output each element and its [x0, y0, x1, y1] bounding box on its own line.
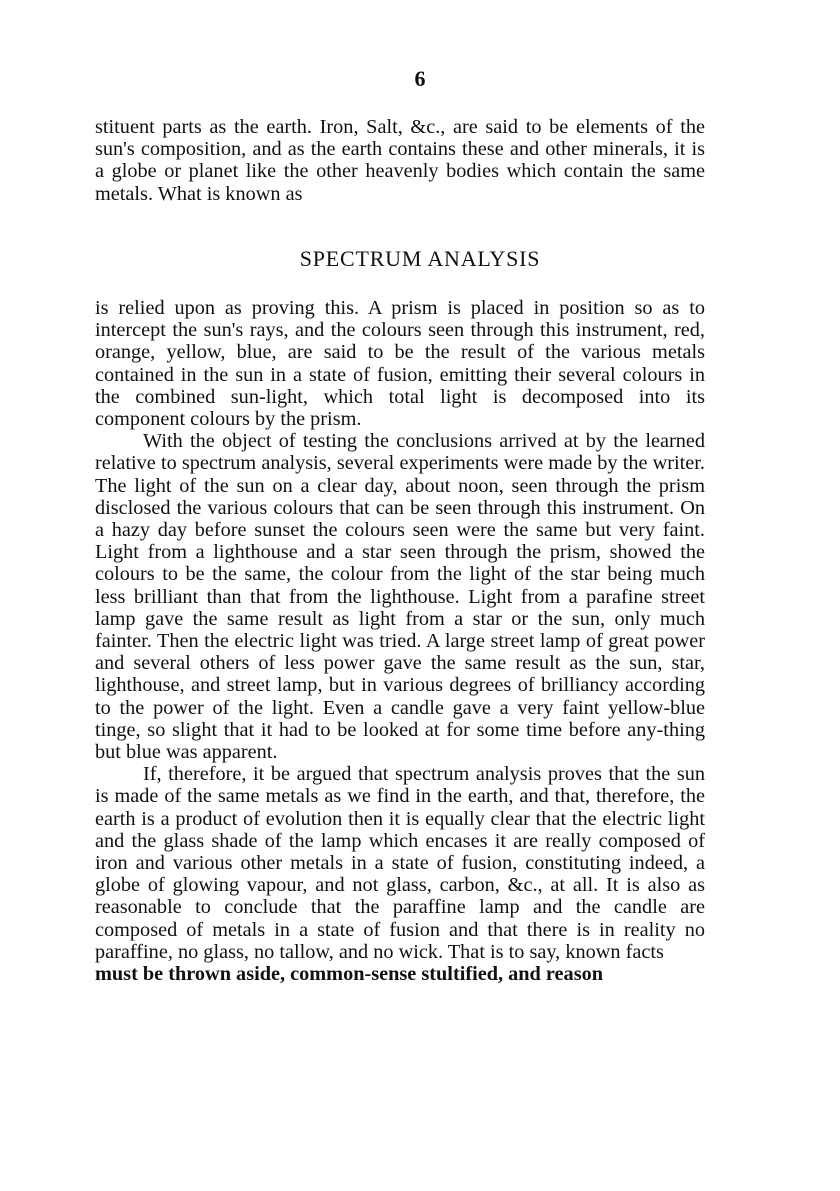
section-heading: SPECTRUM ANALYSIS	[299, 246, 541, 271]
intro-paragraph: stituent parts as the earth. Iron, Salt, &c., are said to be elements of the sun's composition, and as the earth contains these and other minerals, it is a globe or planet like the other heavenly bodies which contain the same metals. What is known as	[95, 116, 705, 205]
paragraph-conclusion: If, therefore, it be argued that spectrum analysis proves that the sun is made of the same metals as we find in the earth, and that, therefore, the earth is a product of evolution then it is equally clear that the electric light and the glass shade of the lamp which encases it are really composed of iron and various other metals in a state of fusion, constituting indeed, a globe of glowing vapour, and not glass, carbon, &c., at all. It is also as reasonable to conclude that the paraffine lamp and the candle are composed of metals in a state of fusion and that there is in reality no paraffine, no glass, no tallow, and no wick. That is to say, known facts	[95, 763, 705, 963]
paragraph-experiments: With the object of testing the conclusions arrived at by the learned relative to spectrum analysis, several experiments were made by the writer. The light of the sun on a clear day, about noon, seen through the prism disclosed the various colours that can be seen through this instrument. On a hazy day before sunset the colours seen were the same but very faint. Light from a lighthouse and a star seen through the prism, showed the colours to be the same, the colour from the light of the star being much less brilliant than that from the lighthouse. Light from a parafine street lamp gave the same result as light from a star or the sun, only much fainter. Then the electric light was tried. A large street lamp of great power and several others of less power gave the same result as the sun, star, lighthouse, and street lamp, but in various degrees of brilliancy according to the power of the light. Even a candle gave a very faint yellow-blue tinge, so slight that it had to be looked at for some time before any-thing but blue was apparent.	[95, 430, 705, 764]
closing-bold-line: must be thrown aside, common-sense stultified, and reason	[95, 963, 604, 986]
page-number: 6	[414, 66, 426, 91]
intro-text-block	[95, 116, 705, 205]
paragraph-prism: is relied upon as proving this. A prism is placed in position so as to intercept the sun's rays, and the colours seen through this instrument, red, orange, yellow, blue, are said to be the result of the various metals contained in the sun in a state of fusion, emitting their several colours in the combined sun-light, which total light is decomposed into its component colours by the prism.	[95, 297, 705, 431]
main-text-block	[95, 297, 705, 985]
